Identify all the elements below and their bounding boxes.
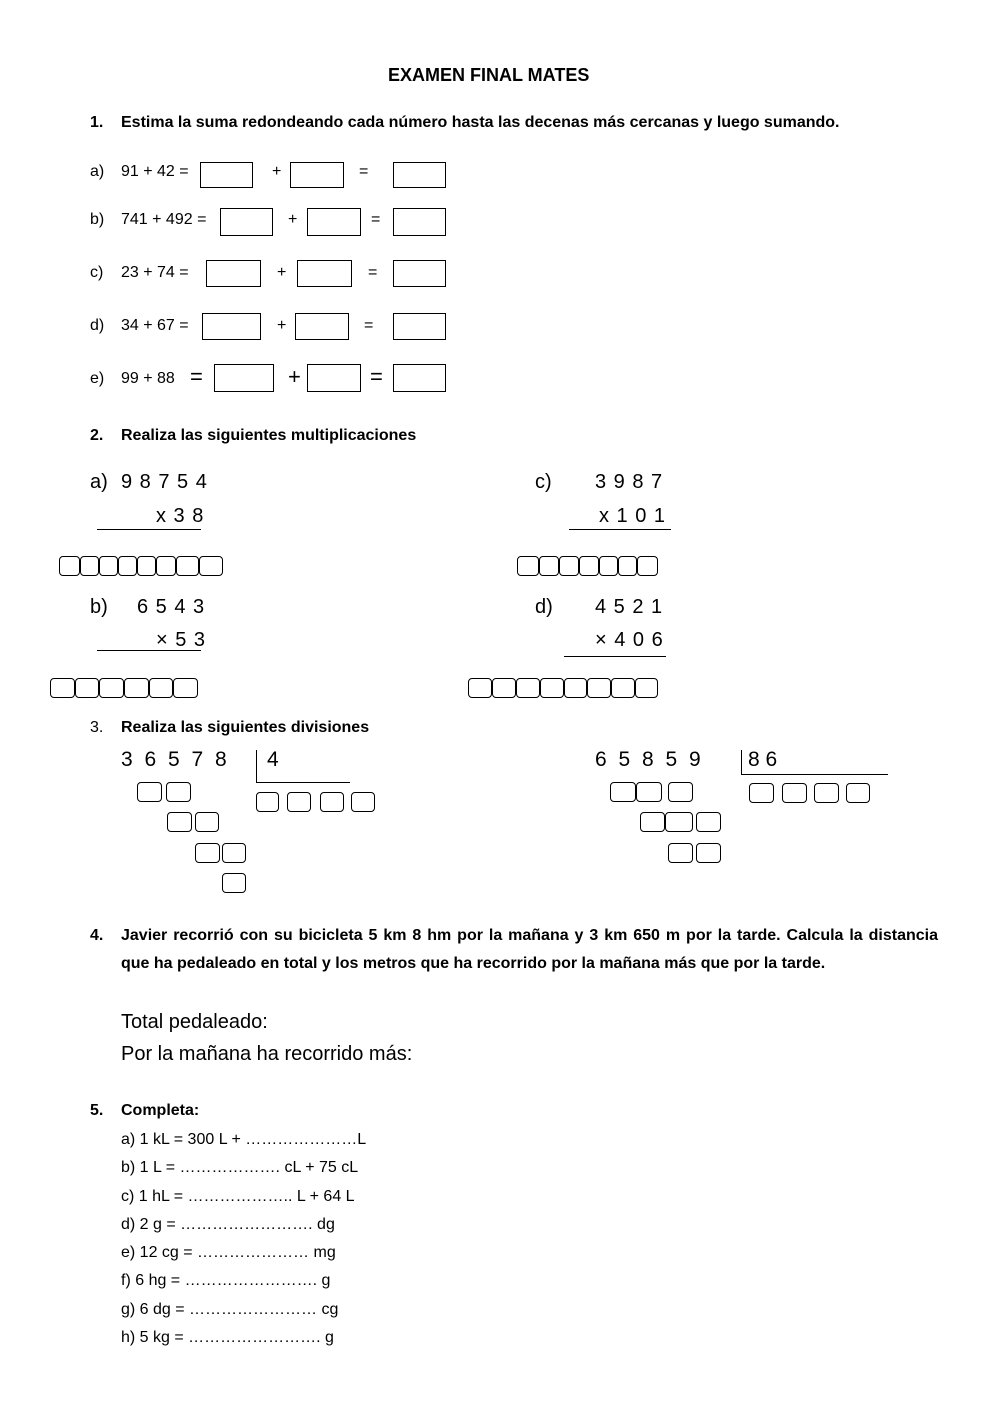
answer-box[interactable] xyxy=(206,260,261,287)
mult-top: 4 5 2 1 xyxy=(595,596,664,618)
mult-top: 9 8 7 5 4 xyxy=(121,471,208,493)
mult-line xyxy=(97,529,201,530)
digit-box[interactable] xyxy=(665,812,693,832)
answer-box[interactable] xyxy=(393,208,446,236)
digit-box[interactable] xyxy=(516,678,540,698)
answer-box[interactable] xyxy=(393,162,446,188)
mult-bottom: x 3 8 xyxy=(156,505,205,527)
conversion-item[interactable]: e) 12 cg = ………………… mg xyxy=(121,1244,336,1261)
division-bracket-horizontal xyxy=(741,774,888,775)
mult-label: b) xyxy=(90,596,108,618)
q1-row-expr: 91 + 42 = xyxy=(121,163,189,180)
answer-box[interactable] xyxy=(307,208,361,236)
digit-box[interactable] xyxy=(118,556,137,576)
digit-box[interactable] xyxy=(222,873,246,893)
q4-prompt: Javier recorrió con su bicicleta 5 km 8 hm por la mañana y 3 km 650 m por la tarde. Calcula la distancia que ha pedaleado en total y los metros que ha recorrido por la mañana más que por la tarde. xyxy=(121,927,938,972)
q1-row-label: c) xyxy=(90,264,104,281)
digit-box[interactable] xyxy=(199,556,223,576)
plus-sign: + xyxy=(277,317,287,334)
answer-box[interactable] xyxy=(393,364,446,392)
plus-sign: + xyxy=(288,211,298,228)
division-bracket-vertical xyxy=(256,750,257,783)
equals-sign: = xyxy=(370,364,383,389)
digit-box[interactable] xyxy=(256,792,279,812)
answer-box[interactable] xyxy=(220,208,273,236)
digit-box[interactable] xyxy=(635,678,658,698)
answer-box[interactable] xyxy=(200,162,253,188)
digit-box[interactable] xyxy=(99,678,124,698)
mult-top: 3 9 8 7 xyxy=(595,471,664,493)
mult-line xyxy=(97,650,201,651)
q1-number: 1. xyxy=(90,114,104,131)
digit-box[interactable] xyxy=(59,556,80,576)
mult-line xyxy=(569,529,671,530)
mult-line xyxy=(564,656,666,657)
digit-box[interactable] xyxy=(559,556,579,576)
mult-bottom: × 4 0 6 xyxy=(595,629,664,651)
mult-label: a) xyxy=(90,471,108,493)
digit-box[interactable] xyxy=(149,678,173,698)
q5-prompt: Completa: xyxy=(121,1102,200,1119)
digit-box[interactable] xyxy=(351,792,375,812)
digit-box[interactable] xyxy=(782,783,807,803)
digit-box[interactable] xyxy=(618,556,637,576)
digit-box[interactable] xyxy=(539,556,559,576)
q1-row-label: a) xyxy=(90,163,105,180)
equals-sign: = xyxy=(368,264,378,281)
equals-sign: = xyxy=(190,364,203,389)
plus-sign: + xyxy=(288,364,301,389)
q3-prompt: Realiza las siguientes divisiones xyxy=(121,719,370,736)
conversion-item[interactable]: f) 6 hg = ……………………. g xyxy=(121,1272,331,1289)
digit-box[interactable] xyxy=(195,812,219,832)
mult-top: 6 5 4 3 xyxy=(137,596,206,618)
conversion-item[interactable]: b) 1 L = ………………. cL + 75 cL xyxy=(121,1159,359,1176)
equals-sign: = xyxy=(359,163,369,180)
answer-box[interactable] xyxy=(393,260,446,287)
q4-answer-difference: Por la mañana ha recorrido más: xyxy=(121,1043,413,1065)
answer-box[interactable] xyxy=(295,313,349,340)
digit-box[interactable] xyxy=(468,678,492,698)
digit-box[interactable] xyxy=(540,678,564,698)
digit-box[interactable] xyxy=(599,556,618,576)
dividend: 6 5 8 5 9 xyxy=(595,748,704,771)
q1-prompt: Estima la suma redondeando cada número hasta las decenas más cercanas y luego sumando. xyxy=(121,114,840,131)
q4-answer-total: Total pedaleado: xyxy=(121,1011,268,1033)
q1-row-label: b) xyxy=(90,211,105,228)
conversion-item[interactable]: h) 5 kg = ……………………. g xyxy=(121,1329,334,1346)
digit-box[interactable] xyxy=(749,783,774,803)
digit-box[interactable] xyxy=(320,792,344,812)
q2-number: 2. xyxy=(90,427,104,444)
digit-box[interactable] xyxy=(696,812,721,832)
digit-box[interactable] xyxy=(587,678,611,698)
q5-number: 5. xyxy=(90,1102,104,1119)
digit-box[interactable] xyxy=(167,812,192,832)
digit-box[interactable] xyxy=(287,792,311,812)
answer-box[interactable] xyxy=(307,364,361,392)
digit-box[interactable] xyxy=(492,678,516,698)
digit-box[interactable] xyxy=(640,812,665,832)
equals-sign: = xyxy=(364,317,374,334)
q1-row-expr: 23 + 74 = xyxy=(121,264,189,281)
digit-box[interactable] xyxy=(124,678,149,698)
plus-sign: + xyxy=(277,264,287,281)
q2-prompt: Realiza las siguientes multiplicaciones xyxy=(121,427,417,444)
digit-box[interactable] xyxy=(637,556,658,576)
divisor: 8 6 xyxy=(748,748,778,771)
digit-box[interactable] xyxy=(166,782,191,802)
mult-bottom: x 1 0 1 xyxy=(599,505,667,527)
q1-row-label: e) xyxy=(90,370,105,387)
plus-sign: + xyxy=(272,163,282,180)
digit-box[interactable] xyxy=(137,782,162,802)
answer-box[interactable] xyxy=(214,364,274,392)
digit-box[interactable] xyxy=(173,678,198,698)
equals-sign: = xyxy=(371,211,381,228)
answer-box[interactable] xyxy=(290,162,344,188)
mult-label: c) xyxy=(535,471,552,493)
digit-box[interactable] xyxy=(610,782,636,802)
digit-box[interactable] xyxy=(696,843,721,863)
q1-row-label: d) xyxy=(90,317,105,334)
digit-box[interactable] xyxy=(75,678,99,698)
q4-number: 4. xyxy=(90,927,104,944)
division-bracket-horizontal xyxy=(256,782,350,783)
answer-box[interactable] xyxy=(393,313,446,340)
digit-box[interactable] xyxy=(80,556,99,576)
digit-box[interactable] xyxy=(156,556,176,576)
q1-row-expr: 34 + 67 = xyxy=(121,317,189,334)
digit-box[interactable] xyxy=(564,678,587,698)
q3-number: 3. xyxy=(90,719,104,736)
answer-box[interactable] xyxy=(202,313,261,340)
digit-box[interactable] xyxy=(50,678,75,698)
page-title: EXAMEN FINAL MATES xyxy=(388,65,590,85)
digit-box[interactable] xyxy=(517,556,539,576)
q1-row-expr: 741 + 492 = xyxy=(121,211,207,228)
q1-row-expr: 99 + 88 xyxy=(121,370,175,387)
digit-box[interactable] xyxy=(636,782,662,802)
digit-box[interactable] xyxy=(99,556,118,576)
mult-bottom: × 5 3 xyxy=(156,629,207,651)
digit-box[interactable] xyxy=(668,843,693,863)
digit-box[interactable] xyxy=(846,783,870,803)
conversion-item[interactable]: g) 6 dg = …………………… cg xyxy=(121,1301,339,1318)
digit-box[interactable] xyxy=(195,843,220,863)
digit-box[interactable] xyxy=(176,556,199,576)
answer-box[interactable] xyxy=(297,260,352,287)
digit-box[interactable] xyxy=(222,843,246,863)
divisor: 4 xyxy=(267,748,279,771)
digit-box[interactable] xyxy=(137,556,156,576)
division-bracket-vertical xyxy=(741,750,742,774)
digit-box[interactable] xyxy=(814,783,839,803)
mult-label: d) xyxy=(535,596,553,618)
conversion-item[interactable]: d) 2 g = ……………………. dg xyxy=(121,1216,335,1233)
conversion-item[interactable]: a) 1 kL = 300 L + …………………L xyxy=(121,1131,367,1148)
digit-box[interactable] xyxy=(668,782,693,802)
digit-box[interactable] xyxy=(611,678,635,698)
dividend: 3 6 5 7 8 xyxy=(121,748,230,771)
conversion-item[interactable]: c) 1 hL = ……………….. L + 64 L xyxy=(121,1188,355,1205)
digit-box[interactable] xyxy=(579,556,599,576)
